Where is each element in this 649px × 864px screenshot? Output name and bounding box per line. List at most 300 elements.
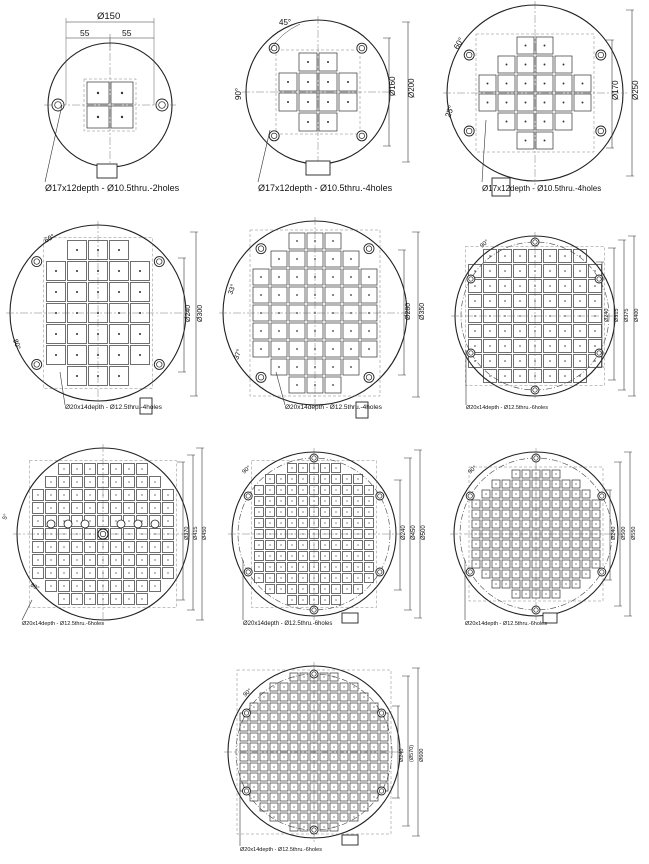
counterbore-hole xyxy=(364,244,374,254)
pocket-center-mark xyxy=(505,573,506,574)
pocket-center-mark xyxy=(263,726,264,727)
pocket-center-mark xyxy=(335,588,336,589)
pocket-center-mark xyxy=(563,83,565,85)
pocket-center-mark xyxy=(504,270,506,272)
pocket-center-mark xyxy=(555,583,556,584)
pocket-center-mark xyxy=(353,696,354,697)
pocket-center-mark xyxy=(368,522,369,523)
pocket-center-mark xyxy=(63,468,64,469)
pocket-center-mark xyxy=(335,566,336,567)
pocket-center-mark xyxy=(545,543,546,544)
pocket-center-mark xyxy=(76,559,77,560)
pocket-center-mark xyxy=(258,511,259,512)
pocket-center-mark xyxy=(50,585,51,586)
pocket-center-mark xyxy=(505,503,506,504)
pocket-center-mark xyxy=(303,726,304,727)
pocket-center-mark xyxy=(544,121,546,123)
counterbore-hole xyxy=(364,372,374,382)
pocket-center-mark xyxy=(258,544,259,545)
pocket-center-mark xyxy=(373,706,374,707)
pocket-center-mark xyxy=(585,573,586,574)
pocket-center-mark xyxy=(154,546,155,547)
pocket-center-mark xyxy=(302,489,303,490)
pocket-center-mark xyxy=(323,736,324,737)
pocket-center-mark xyxy=(302,500,303,501)
pocket-center-mark xyxy=(575,483,576,484)
pocket-center-mark xyxy=(258,500,259,501)
pocket-center-mark xyxy=(115,494,116,495)
pocket-center-mark xyxy=(505,523,506,524)
pocket-center-mark xyxy=(333,746,334,747)
pocket-center-mark xyxy=(323,686,324,687)
pocket-center-mark xyxy=(302,522,303,523)
dim-label: (Ø570) xyxy=(409,744,415,762)
pocket-center-mark xyxy=(515,593,516,594)
pocket-center-mark xyxy=(291,555,292,556)
pocket-center-mark xyxy=(333,766,334,767)
pocket-center-mark xyxy=(346,566,347,567)
pocket-center-mark xyxy=(258,566,259,567)
pocket-center-mark xyxy=(575,493,576,494)
pocket-center-mark xyxy=(324,522,325,523)
callout-leader xyxy=(22,600,32,620)
pocket-center-mark xyxy=(525,83,527,85)
pocket-center-mark xyxy=(324,467,325,468)
pocket-center-mark xyxy=(283,786,284,787)
pocket-center-mark xyxy=(357,544,358,545)
pocket-center-mark xyxy=(373,796,374,797)
pocket-center-mark xyxy=(495,513,496,514)
pocket-center-mark xyxy=(324,500,325,501)
cable-outlet xyxy=(342,613,358,623)
dim-label: Ø240 xyxy=(604,308,610,322)
pocket-center-mark xyxy=(243,756,244,757)
pocket-center-mark xyxy=(280,544,281,545)
pocket-center-mark xyxy=(291,478,292,479)
pocket-center-mark xyxy=(115,520,116,521)
pocket-center-mark xyxy=(167,494,168,495)
angle-label: 37° xyxy=(233,348,244,361)
dim-label: Ø370 xyxy=(184,526,190,540)
pocket-center-mark xyxy=(357,489,358,490)
counterbore-hole xyxy=(376,492,384,500)
pocket-center-mark xyxy=(575,513,576,514)
pocket-center-mark xyxy=(353,756,354,757)
counterbore-hole xyxy=(64,520,72,528)
pocket-center-mark xyxy=(76,249,78,251)
pocket-center-mark xyxy=(273,756,274,757)
pocket-center-mark xyxy=(258,555,259,556)
pocket-center-mark xyxy=(253,736,254,737)
pocket-center-mark xyxy=(585,493,586,494)
pocket-center-mark xyxy=(373,776,374,777)
pocket-center-mark xyxy=(283,796,284,797)
counterbore-hole xyxy=(134,520,142,528)
pocket-center-mark xyxy=(357,555,358,556)
dim-label: Ø240 xyxy=(611,526,617,540)
angle-label: 60° xyxy=(451,36,466,51)
pocket-center-mark xyxy=(273,786,274,787)
pocket-center-mark xyxy=(323,716,324,717)
angle-label: 90° xyxy=(241,465,253,476)
pocket-center-mark xyxy=(525,553,526,554)
pocket-center-mark xyxy=(475,523,476,524)
pocket-center-mark xyxy=(283,776,284,777)
pocket-center-mark xyxy=(293,826,294,827)
callout-leader xyxy=(45,105,62,182)
pocket-center-mark xyxy=(141,468,142,469)
pocket-center-mark xyxy=(97,92,99,94)
pocket-center-mark xyxy=(63,507,64,508)
pocket-center-mark xyxy=(579,255,581,257)
pocket-center-mark xyxy=(115,559,116,560)
pocket-center-mark xyxy=(575,573,576,574)
pocket-center-mark xyxy=(278,348,280,350)
pocket-center-mark xyxy=(293,776,294,777)
pocket-center-mark xyxy=(474,300,476,302)
pocket-center-mark xyxy=(525,140,527,142)
pocket-center-mark xyxy=(280,478,281,479)
angle-label: 5° xyxy=(2,513,10,521)
pocket-center-mark xyxy=(154,481,155,482)
pocket-center-mark xyxy=(335,478,336,479)
counterbore-hole xyxy=(532,454,540,462)
counterbore-hole xyxy=(151,520,159,528)
pocket-center-mark xyxy=(564,375,566,377)
pocket-center-mark xyxy=(549,375,551,377)
pocket-center-mark xyxy=(253,746,254,747)
pocket-center-mark xyxy=(141,546,142,547)
pocket-center-mark xyxy=(579,375,581,377)
pocket-center-mark xyxy=(76,375,78,377)
pocket-center-mark xyxy=(269,544,270,545)
pocket-center-mark xyxy=(544,83,546,85)
pocket-center-mark xyxy=(549,255,551,257)
pocket-center-mark xyxy=(515,543,516,544)
pocket-center-mark xyxy=(474,285,476,287)
pocket-center-mark xyxy=(154,585,155,586)
pocket-center-mark xyxy=(324,544,325,545)
pocket-center-mark xyxy=(357,522,358,523)
pocket-center-mark xyxy=(63,598,64,599)
hole-callout: Ø17x12depth - Ø10.5thru.-4holes xyxy=(482,184,602,193)
pocket-center-mark xyxy=(594,300,596,302)
pocket-center-mark xyxy=(327,101,329,103)
pocket-center-mark xyxy=(585,553,586,554)
callout-leader xyxy=(258,130,270,182)
pocket-center-mark xyxy=(296,384,298,386)
pocket-center-mark xyxy=(333,806,334,807)
pocket-center-mark xyxy=(545,503,546,504)
pocket-center-mark xyxy=(353,806,354,807)
drawing-3 xyxy=(443,1,640,196)
pocket-center-mark xyxy=(263,746,264,747)
counterbore-hole xyxy=(531,386,539,394)
pocket-center-mark xyxy=(363,716,364,717)
pocket-center-mark xyxy=(293,806,294,807)
pocket-center-mark xyxy=(363,746,364,747)
dim-label: 55 xyxy=(122,28,132,38)
pocket-center-mark xyxy=(515,573,516,574)
pocket-center-mark xyxy=(575,563,576,564)
pocket-center-mark xyxy=(89,598,90,599)
drawing-5 xyxy=(219,217,426,418)
pocket-center-mark xyxy=(89,520,90,521)
pocket-center-mark xyxy=(343,716,344,717)
pocket-center-mark xyxy=(293,716,294,717)
pocket-center-mark xyxy=(575,553,576,554)
pocket-center-mark xyxy=(564,270,566,272)
pocket-center-mark xyxy=(545,573,546,574)
pocket-center-mark xyxy=(118,333,120,335)
pocket-center-mark xyxy=(515,513,516,514)
pocket-center-mark xyxy=(485,543,486,544)
pocket-center-mark xyxy=(335,489,336,490)
counterbore-hole xyxy=(244,568,252,576)
pocket-center-mark xyxy=(333,786,334,787)
pocket-center-mark xyxy=(549,345,551,347)
pocket-center-mark xyxy=(50,481,51,482)
pocket-center-mark xyxy=(280,489,281,490)
pocket-center-mark xyxy=(565,493,566,494)
pocket-center-mark xyxy=(269,489,270,490)
pocket-center-mark xyxy=(303,806,304,807)
counterbore-hole xyxy=(464,50,474,60)
drawing-2 xyxy=(234,16,416,193)
pocket-center-mark xyxy=(263,786,264,787)
pocket-center-mark xyxy=(291,500,292,501)
pocket-center-mark xyxy=(89,481,90,482)
pocket-center-mark xyxy=(579,285,581,287)
pocket-center-mark xyxy=(495,543,496,544)
pocket-center-mark xyxy=(302,555,303,556)
counterbore-hole xyxy=(156,99,168,111)
pocket-center-mark xyxy=(263,696,264,697)
counterbore-hole xyxy=(117,520,125,528)
pocket-center-mark xyxy=(363,796,364,797)
pocket-center-mark xyxy=(333,686,334,687)
pocket-center-mark xyxy=(243,776,244,777)
pocket-center-mark xyxy=(474,345,476,347)
pocket-center-mark xyxy=(291,522,292,523)
pocket-center-mark xyxy=(324,566,325,567)
pocket-center-mark xyxy=(167,572,168,573)
angle-label: 25° xyxy=(443,104,457,119)
dim-label: Ø415 xyxy=(193,526,199,540)
pocket-center-mark xyxy=(291,544,292,545)
pocket-center-mark xyxy=(343,746,344,747)
pocket-center-mark xyxy=(504,360,506,362)
pocket-center-mark xyxy=(475,513,476,514)
pocket-center-mark xyxy=(128,546,129,547)
pocket-center-mark xyxy=(357,478,358,479)
pocket-center-mark xyxy=(343,706,344,707)
pocket-center-mark xyxy=(544,140,546,142)
pocket-center-mark xyxy=(302,599,303,600)
pocket-center-mark xyxy=(343,736,344,737)
pocket-center-mark xyxy=(269,478,270,479)
pocket-center-mark xyxy=(549,360,551,362)
pocket-center-mark xyxy=(303,736,304,737)
pocket-center-mark xyxy=(128,481,129,482)
pocket-center-mark xyxy=(313,786,314,787)
pocket-center-mark xyxy=(323,706,324,707)
pocket-center-mark xyxy=(368,489,369,490)
pocket-center-mark xyxy=(291,577,292,578)
pocket-center-mark xyxy=(515,583,516,584)
dim-label: Ø450 xyxy=(411,525,417,540)
counterbore-hole xyxy=(310,826,318,834)
counterbore-hole xyxy=(269,131,279,141)
pocket-center-mark xyxy=(495,583,496,584)
pocket-center-mark xyxy=(332,330,334,332)
pocket-center-mark xyxy=(363,706,364,707)
pocket-center-mark xyxy=(253,756,254,757)
pocket-center-mark xyxy=(76,468,77,469)
drawing-10 xyxy=(224,662,425,853)
pocket-center-mark xyxy=(504,330,506,332)
pocket-center-mark xyxy=(505,553,506,554)
pocket-center-mark xyxy=(353,706,354,707)
dim-label: Ø240 xyxy=(401,525,407,540)
pocket-center-mark xyxy=(594,270,596,272)
pocket-center-mark xyxy=(283,686,284,687)
pocket-center-mark xyxy=(519,360,521,362)
pocket-center-mark xyxy=(368,294,370,296)
pocket-center-mark xyxy=(76,481,77,482)
pocket-center-mark xyxy=(243,766,244,767)
pocket-center-mark xyxy=(504,255,506,257)
dim-label: Ø280 xyxy=(405,302,412,320)
pocket-center-mark xyxy=(76,585,77,586)
dim-label: Ø150 xyxy=(97,11,121,22)
pocket-center-mark xyxy=(287,81,289,83)
pocket-center-mark xyxy=(544,45,546,47)
hole-callout: Ø17x12depth - Ø10.5thru.-4holes xyxy=(258,183,393,193)
pocket-center-mark xyxy=(253,796,254,797)
dim-label: Ø240 xyxy=(399,748,405,762)
counterbore-hole xyxy=(596,50,606,60)
pocket-center-mark xyxy=(346,478,347,479)
pocket-center-mark xyxy=(273,806,274,807)
pocket-center-mark xyxy=(565,573,566,574)
pocket-center-mark xyxy=(55,333,57,335)
pocket-center-mark xyxy=(313,544,314,545)
counterbore-hole xyxy=(467,275,475,283)
hole-callout: Ø20x14depth - Ø12.5thru.-6holes xyxy=(240,847,322,853)
pocket-center-mark xyxy=(495,483,496,484)
pocket-center-mark xyxy=(346,489,347,490)
pocket-center-mark xyxy=(63,585,64,586)
pocket-center-mark xyxy=(525,102,527,104)
pocket-center-mark xyxy=(303,826,304,827)
pocket-center-mark xyxy=(296,240,298,242)
pocket-center-mark xyxy=(489,270,491,272)
pocket-center-mark xyxy=(303,696,304,697)
pocket-center-mark xyxy=(293,766,294,767)
pocket-center-mark xyxy=(333,756,334,757)
pocket-center-mark xyxy=(487,83,489,85)
pocket-center-mark xyxy=(260,348,262,350)
pocket-center-mark xyxy=(363,786,364,787)
pocket-center-mark xyxy=(89,507,90,508)
pocket-center-mark xyxy=(350,330,352,332)
pocket-center-mark xyxy=(525,513,526,514)
pocket-center-mark xyxy=(525,121,527,123)
pocket-center-mark xyxy=(258,577,259,578)
counterbore-hole xyxy=(310,454,318,462)
pocket-center-mark xyxy=(303,816,304,817)
drawing-8 xyxy=(228,448,427,627)
pocket-center-mark xyxy=(324,533,325,534)
pocket-center-mark xyxy=(263,806,264,807)
pocket-center-mark xyxy=(489,285,491,287)
pocket-center-mark xyxy=(505,583,506,584)
pocket-center-mark xyxy=(343,776,344,777)
pocket-center-mark xyxy=(141,481,142,482)
pocket-center-mark xyxy=(269,555,270,556)
pocket-center-mark xyxy=(167,507,168,508)
pocket-center-mark xyxy=(357,566,358,567)
pocket-center-mark xyxy=(475,553,476,554)
pocket-center-mark xyxy=(485,493,486,494)
pocket-center-mark xyxy=(343,766,344,767)
pocket-center-mark xyxy=(565,513,566,514)
pocket-center-mark xyxy=(549,300,551,302)
pocket-center-mark xyxy=(495,573,496,574)
pocket-center-mark xyxy=(278,258,280,260)
counterbore-hole xyxy=(32,257,42,267)
pocket-center-mark xyxy=(564,360,566,362)
pocket-center-mark xyxy=(504,300,506,302)
pocket-center-mark xyxy=(293,696,294,697)
pocket-center-mark xyxy=(269,522,270,523)
pocket-center-mark xyxy=(302,566,303,567)
pocket-center-mark xyxy=(118,249,120,251)
pocket-center-mark xyxy=(363,776,364,777)
drawing-4 xyxy=(6,221,204,414)
pocket-center-mark xyxy=(293,736,294,737)
pocket-center-mark xyxy=(563,64,565,66)
pocket-center-mark xyxy=(280,511,281,512)
pocket-center-mark xyxy=(37,559,38,560)
pocket-center-mark xyxy=(489,300,491,302)
pocket-center-mark xyxy=(89,546,90,547)
pocket-center-mark xyxy=(63,533,64,534)
pocket-center-mark xyxy=(333,696,334,697)
pocket-center-mark xyxy=(333,826,334,827)
counterbore-hole xyxy=(357,43,367,53)
pocket-center-mark xyxy=(594,330,596,332)
pocket-center-mark xyxy=(333,676,334,677)
pocket-center-mark xyxy=(585,513,586,514)
pocket-center-mark xyxy=(555,543,556,544)
pocket-center-mark xyxy=(565,523,566,524)
pocket-center-mark xyxy=(343,786,344,787)
pocket-center-mark xyxy=(141,494,142,495)
pocket-center-mark xyxy=(544,102,546,104)
pocket-center-mark xyxy=(302,478,303,479)
pocket-center-mark xyxy=(253,786,254,787)
pocket-center-mark xyxy=(565,583,566,584)
pocket-center-mark xyxy=(585,543,586,544)
callout-leader xyxy=(276,372,285,405)
pocket-center-mark xyxy=(273,686,274,687)
counterbore-hole xyxy=(242,709,250,717)
pocket-center-mark xyxy=(323,756,324,757)
pocket-center-mark xyxy=(353,816,354,817)
pocket-center-mark xyxy=(303,746,304,747)
